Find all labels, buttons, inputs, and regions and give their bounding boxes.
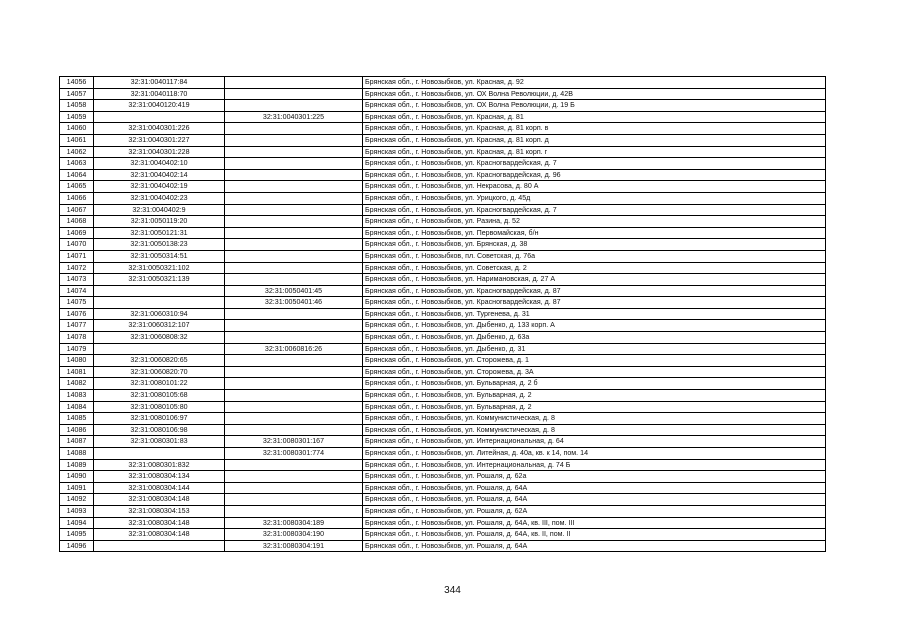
- secondary-cadastral-number-cell: [225, 494, 363, 506]
- cadastral-number-cell: 32:31:0060312:107: [94, 320, 225, 332]
- cadastral-number-cell: 32:31:0040120:419: [94, 100, 225, 112]
- table-row: [60, 505, 826, 517]
- secondary-cadastral-number-cell: [225, 100, 363, 112]
- secondary-cadastral-number-cell: [225, 192, 363, 204]
- cadastral-number-cell: 32:31:0080304:153: [94, 505, 225, 517]
- cadastral-number-cell: 32:31:0080101:22: [94, 378, 225, 390]
- address-cell: Брянская обл., г. Новозыбков, ул. Некрасова, д. 80 А: [363, 181, 826, 193]
- table-row: [60, 436, 826, 448]
- row-number-cell: 14087: [60, 436, 94, 448]
- secondary-cadastral-number-cell: [225, 88, 363, 100]
- secondary-cadastral-number-cell: [225, 250, 363, 262]
- cadastral-number-cell: 32:31:0080304:144: [94, 482, 225, 494]
- cadastral-number-cell: 32:31:0040402:10: [94, 158, 225, 170]
- row-number-cell: 14076: [60, 308, 94, 320]
- table-row: [60, 343, 826, 355]
- address-cell: Брянская обл., г. Новозыбков, ул. Сторожева, д. 1: [363, 355, 826, 367]
- table-row: [60, 239, 826, 251]
- address-cell: Брянская обл., г. Новозыбков, ул. Наримановская, д. 27 А: [363, 274, 826, 286]
- table-row: [60, 529, 826, 541]
- address-cell: Брянская обл., г. Новозыбков, пл. Советская, д. 76а: [363, 250, 826, 262]
- cadastral-number-cell: 32:31:0040402:14: [94, 169, 225, 181]
- secondary-cadastral-number-cell: [225, 482, 363, 494]
- secondary-cadastral-number-cell: [225, 181, 363, 193]
- secondary-cadastral-number-cell: 32:31:0050401:45: [225, 285, 363, 297]
- cadastral-number-cell: 32:31:0040117:84: [94, 77, 225, 89]
- cadastral-number-cell: 32:31:0040301:227: [94, 134, 225, 146]
- table-row: [60, 413, 826, 425]
- address-cell: Брянская обл., г. Новозыбков, ул. Разина, д. 52: [363, 216, 826, 228]
- cadastral-number-cell: 32:31:0080105:68: [94, 390, 225, 402]
- row-number-cell: 14074: [60, 285, 94, 297]
- row-number-cell: 14096: [60, 540, 94, 552]
- table-row: [60, 494, 826, 506]
- row-number-cell: 14078: [60, 332, 94, 344]
- row-number-cell: 14058: [60, 100, 94, 112]
- address-cell: Брянская обл., г. Новозыбков, ул. ОХ Волна Революции, д. 42В: [363, 88, 826, 100]
- row-number-cell: 14056: [60, 77, 94, 89]
- secondary-cadastral-number-cell: [225, 378, 363, 390]
- cadastral-number-cell: 32:31:0080106:97: [94, 413, 225, 425]
- cadastral-number-cell: 32:31:0050321:102: [94, 262, 225, 274]
- table-row: [60, 459, 826, 471]
- table-row: [60, 297, 826, 309]
- address-cell: Брянская обл., г. Новозыбков, ул. Рошаля, д. 64А, кв. II, пом. II: [363, 529, 826, 541]
- address-cell: Брянская обл., г. Новозыбков, ул. Красногвардейская, д. 87: [363, 297, 826, 309]
- address-cell: Брянская обл., г. Новозыбков, ул. Урицкого, д. 45д: [363, 192, 826, 204]
- cadastral-number-cell: 32:31:0040402:19: [94, 181, 225, 193]
- row-number-cell: 14073: [60, 274, 94, 286]
- cadastral-number-cell: 32:31:0060820:70: [94, 366, 225, 378]
- table-row: [60, 308, 826, 320]
- cadastral-number-cell: 32:31:0040118:70: [94, 88, 225, 100]
- address-cell: Брянская обл., г. Новозыбков, ул. Интернациональная, д. 64: [363, 436, 826, 448]
- address-cell: Брянская обл., г. Новозыбков, ул. Дыбенко, д. 63а: [363, 332, 826, 344]
- registry-table: [59, 76, 826, 552]
- cadastral-number-cell: 32:31:0080304:148: [94, 494, 225, 506]
- row-number-cell: 14080: [60, 355, 94, 367]
- cadastral-number-cell: 32:31:0050119:20: [94, 216, 225, 228]
- table-row: [60, 378, 826, 390]
- secondary-cadastral-number-cell: [225, 505, 363, 517]
- page-number: 344: [444, 585, 461, 596]
- secondary-cadastral-number-cell: [225, 471, 363, 483]
- secondary-cadastral-number-cell: [225, 355, 363, 367]
- row-number-cell: 14075: [60, 297, 94, 309]
- secondary-cadastral-number-cell: [225, 332, 363, 344]
- address-cell: Брянская обл., г. Новозыбков, ул. Красная, д. 81 корп. д: [363, 134, 826, 146]
- row-number-cell: 14081: [60, 366, 94, 378]
- secondary-cadastral-number-cell: [225, 239, 363, 251]
- row-number-cell: 14070: [60, 239, 94, 251]
- address-cell: Брянская обл., г. Новозыбков, ул. Советская, д. 2: [363, 262, 826, 274]
- secondary-cadastral-number-cell: [225, 366, 363, 378]
- address-cell: Брянская обл., г. Новозыбков, ул. Сторожева, д. 3А: [363, 366, 826, 378]
- address-cell: Брянская обл., г. Новозыбков, ул. Красная, д. 81 корп. г: [363, 146, 826, 158]
- row-number-cell: 14088: [60, 448, 94, 460]
- secondary-cadastral-number-cell: [225, 262, 363, 274]
- cadastral-number-cell: 32:31:0050138:23: [94, 239, 225, 251]
- table-row: [60, 181, 826, 193]
- cadastral-number-cell: 32:31:0040402:23: [94, 192, 225, 204]
- address-cell: Брянская обл., г. Новозыбков, ул. Коммунистическая, д. 8: [363, 424, 826, 436]
- row-number-cell: 14067: [60, 204, 94, 216]
- secondary-cadastral-number-cell: [225, 123, 363, 135]
- table-row: [60, 134, 826, 146]
- table-row: [60, 227, 826, 239]
- address-cell: Брянская обл., г. Новозыбков, ул. Бульварная, д. 2 б: [363, 378, 826, 390]
- cadastral-number-cell: 32:31:0060310:94: [94, 308, 225, 320]
- table-row: [60, 123, 826, 135]
- address-cell: Брянская обл., г. Новозыбков, ул. Красногвардейская, д. 7: [363, 204, 826, 216]
- address-cell: Брянская обл., г. Новозыбков, ул. Красная, д. 92: [363, 77, 826, 89]
- row-number-cell: 14062: [60, 146, 94, 158]
- secondary-cadastral-number-cell: [225, 308, 363, 320]
- row-number-cell: 14068: [60, 216, 94, 228]
- address-cell: Брянская обл., г. Новозыбков, ул. Первомайская, б/н: [363, 227, 826, 239]
- cadastral-number-cell: 32:31:0040301:228: [94, 146, 225, 158]
- cadastral-number-cell: [94, 343, 225, 355]
- row-number-cell: 14092: [60, 494, 94, 506]
- address-cell: Брянская обл., г. Новозыбков, ул. Рошаля, д. 62А: [363, 505, 826, 517]
- secondary-cadastral-number-cell: 32:31:0050401:46: [225, 297, 363, 309]
- address-cell: Брянская обл., г. Новозыбков, ул. Рошаля, д. 64А: [363, 482, 826, 494]
- cadastral-number-cell: [94, 285, 225, 297]
- row-number-cell: 14093: [60, 505, 94, 517]
- row-number-cell: 14071: [60, 250, 94, 262]
- row-number-cell: 14095: [60, 529, 94, 541]
- secondary-cadastral-number-cell: [225, 146, 363, 158]
- row-number-cell: 14066: [60, 192, 94, 204]
- table-row: [60, 77, 826, 89]
- table-row: [60, 355, 826, 367]
- address-cell: Брянская обл., г. Новозыбков, ул. ОХ Волна Революции, д. 19 Б: [363, 100, 826, 112]
- table-row: [60, 158, 826, 170]
- secondary-cadastral-number-cell: [225, 274, 363, 286]
- row-number-cell: 14077: [60, 320, 94, 332]
- cadastral-number-cell: 32:31:0080301:832: [94, 459, 225, 471]
- secondary-cadastral-number-cell: 32:31:0060816:26: [225, 343, 363, 355]
- cadastral-number-cell: 32:31:0040301:226: [94, 123, 225, 135]
- row-number-cell: 14082: [60, 378, 94, 390]
- address-cell: Брянская обл., г. Новозыбков, ул. Рошаля, д. 64А, кв. III, пом. III: [363, 517, 826, 529]
- table-row: [60, 471, 826, 483]
- row-number-cell: 14064: [60, 169, 94, 181]
- table-row: [60, 216, 826, 228]
- cadastral-number-cell: 32:31:0060820:65: [94, 355, 225, 367]
- address-cell: Брянская обл., г. Новозыбков, ул. Рошаля, д. 62а: [363, 471, 826, 483]
- registry-table-body: [60, 77, 826, 552]
- address-cell: Брянская обл., г. Новозыбков, ул. Брянская, д. 38: [363, 239, 826, 251]
- table-row: [60, 262, 826, 274]
- table-row: [60, 332, 826, 344]
- row-number-cell: 14094: [60, 517, 94, 529]
- table-row: [60, 285, 826, 297]
- row-number-cell: 14084: [60, 401, 94, 413]
- table-row: [60, 204, 826, 216]
- secondary-cadastral-number-cell: [225, 204, 363, 216]
- cadastral-number-cell: 32:31:0080301:83: [94, 436, 225, 448]
- table-row: [60, 146, 826, 158]
- secondary-cadastral-number-cell: [225, 77, 363, 89]
- row-number-cell: 14065: [60, 181, 94, 193]
- address-cell: Брянская обл., г. Новозыбков, ул. Рошаля, д. 64А: [363, 540, 826, 552]
- table-row: [60, 111, 826, 123]
- table-row: [60, 274, 826, 286]
- row-number-cell: 14086: [60, 424, 94, 436]
- cadastral-number-cell: [94, 540, 225, 552]
- secondary-cadastral-number-cell: [225, 424, 363, 436]
- table-row: [60, 169, 826, 181]
- cadastral-number-cell: [94, 111, 225, 123]
- address-cell: Брянская обл., г. Новозыбков, ул. Дыбенко, д. 31: [363, 343, 826, 355]
- row-number-cell: 14085: [60, 413, 94, 425]
- secondary-cadastral-number-cell: 32:31:0080301:167: [225, 436, 363, 448]
- cadastral-number-cell: 32:31:0080105:80: [94, 401, 225, 413]
- table-row: [60, 390, 826, 402]
- row-number-cell: 14089: [60, 459, 94, 471]
- row-number-cell: 14079: [60, 343, 94, 355]
- row-number-cell: 14057: [60, 88, 94, 100]
- address-cell: Брянская обл., г. Новозыбков, ул. Бульварная, д. 2: [363, 401, 826, 413]
- table-row: [60, 482, 826, 494]
- table-row: [60, 100, 826, 112]
- secondary-cadastral-number-cell: 32:31:0080304:189: [225, 517, 363, 529]
- cadastral-number-cell: 32:31:0080304:148: [94, 517, 225, 529]
- secondary-cadastral-number-cell: [225, 390, 363, 402]
- secondary-cadastral-number-cell: 32:31:0080304:191: [225, 540, 363, 552]
- cadastral-number-cell: [94, 448, 225, 460]
- secondary-cadastral-number-cell: [225, 320, 363, 332]
- cadastral-number-cell: 32:31:0060808:32: [94, 332, 225, 344]
- cadastral-number-cell: 32:31:0050121:31: [94, 227, 225, 239]
- table-row: [60, 192, 826, 204]
- cadastral-number-cell: 32:31:0080304:134: [94, 471, 225, 483]
- table-row: [60, 540, 826, 552]
- row-number-cell: 14091: [60, 482, 94, 494]
- address-cell: Брянская обл., г. Новозыбков, ул. Красная, д. 81: [363, 111, 826, 123]
- cadastral-number-cell: 32:31:0050314:51: [94, 250, 225, 262]
- secondary-cadastral-number-cell: [225, 459, 363, 471]
- address-cell: Брянская обл., г. Новозыбков, ул. Красногвардейская, д. 7: [363, 158, 826, 170]
- address-cell: Брянская обл., г. Новозыбков, ул. Красногвардейская, д. 96: [363, 169, 826, 181]
- address-cell: Брянская обл., г. Новозыбков, ул. Красногвардейская, д. 87: [363, 285, 826, 297]
- address-cell: Брянская обл., г. Новозыбков, ул. Тургенева, д. 31: [363, 308, 826, 320]
- address-cell: Брянская обл., г. Новозыбков, ул. Бульварная, д. 2: [363, 390, 826, 402]
- cadastral-number-cell: 32:31:0050321:139: [94, 274, 225, 286]
- address-cell: Брянская обл., г. Новозыбков, ул. Литейная, д. 40а, кв. к 14, пом. 14: [363, 448, 826, 460]
- table-row: [60, 250, 826, 262]
- row-number-cell: 14072: [60, 262, 94, 274]
- secondary-cadastral-number-cell: [225, 158, 363, 170]
- row-number-cell: 14090: [60, 471, 94, 483]
- table-row: [60, 517, 826, 529]
- secondary-cadastral-number-cell: [225, 134, 363, 146]
- address-cell: Брянская обл., г. Новозыбков, ул. Красная, д. 81 корп. в: [363, 123, 826, 135]
- address-cell: Брянская обл., г. Новозыбков, ул. Дыбенко, д. 133 корп. А: [363, 320, 826, 332]
- secondary-cadastral-number-cell: [225, 169, 363, 181]
- cadastral-number-cell: [94, 297, 225, 309]
- row-number-cell: 14083: [60, 390, 94, 402]
- address-cell: Брянская обл., г. Новозыбков, ул. Рошаля, д. 64А: [363, 494, 826, 506]
- cadastral-number-cell: 32:31:0080106:98: [94, 424, 225, 436]
- table-row: [60, 401, 826, 413]
- address-cell: Брянская обл., г. Новозыбков, ул. Коммунистическая, д. 8: [363, 413, 826, 425]
- secondary-cadastral-number-cell: 32:31:0080304:190: [225, 529, 363, 541]
- table-row: [60, 320, 826, 332]
- secondary-cadastral-number-cell: [225, 227, 363, 239]
- row-number-cell: 14059: [60, 111, 94, 123]
- row-number-cell: 14060: [60, 123, 94, 135]
- row-number-cell: 14061: [60, 134, 94, 146]
- secondary-cadastral-number-cell: [225, 216, 363, 228]
- secondary-cadastral-number-cell: [225, 401, 363, 413]
- address-cell: Брянская обл., г. Новозыбков, ул. Интернациональная, д. 74 Б: [363, 459, 826, 471]
- cadastral-number-cell: 32:31:0040402:9: [94, 204, 225, 216]
- table-row: [60, 448, 826, 460]
- row-number-cell: 14063: [60, 158, 94, 170]
- row-number-cell: 14069: [60, 227, 94, 239]
- secondary-cadastral-number-cell: [225, 413, 363, 425]
- table-row: [60, 366, 826, 378]
- table-row: [60, 88, 826, 100]
- table-row: [60, 424, 826, 436]
- cadastral-number-cell: 32:31:0080304:148: [94, 529, 225, 541]
- secondary-cadastral-number-cell: 32:31:0040301:225: [225, 111, 363, 123]
- secondary-cadastral-number-cell: 32:31:0080301:774: [225, 448, 363, 460]
